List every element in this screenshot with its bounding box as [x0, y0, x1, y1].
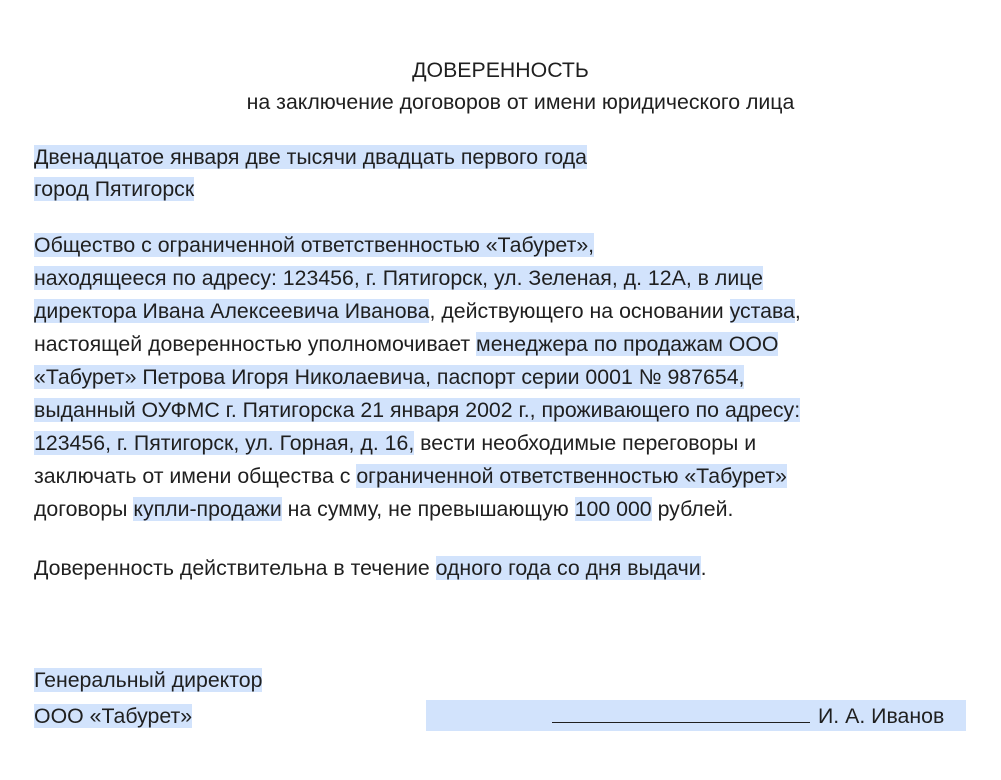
company-name-repeat: ограниченной ответственностью «Табурет»: [356, 464, 787, 488]
representative-position: менеджера по продажам ООО: [476, 332, 779, 356]
contract-type: купли-продажи: [133, 497, 282, 521]
body-text: , действующего на основании: [429, 299, 730, 323]
signatory-position-line: [34, 664, 262, 696]
validity-end: .: [700, 556, 707, 580]
company-address: находящееся по адресу: 123456, г. Пятигорск, ул. Зеленая, д. 12А, в лице: [34, 266, 764, 290]
body-line-4: [34, 328, 778, 360]
validity-period: одного года со дня выдачи: [435, 556, 701, 580]
basis-document: устава: [729, 299, 795, 323]
signature-block: [552, 700, 944, 732]
signatory-name: И. А. Иванов: [818, 704, 945, 728]
date-text: Двенадцатое января две тысячи двадцать первого года: [34, 145, 588, 169]
company-full-name: Общество с ограниченной ответственностью «Табурет»,: [34, 233, 595, 257]
body-line-2: [34, 262, 763, 294]
body-line-5: [34, 361, 744, 393]
validity-text: Доверенность действительна в течение: [34, 556, 436, 580]
city-line: [34, 173, 194, 205]
validity-line: [34, 552, 707, 584]
body-line-8: [34, 460, 787, 492]
signatory-company-line: [34, 700, 192, 732]
body-text: рублей.: [651, 497, 734, 521]
body-text: ,: [794, 299, 801, 323]
body-line-1: [34, 229, 594, 261]
contract-amount: 100 000: [574, 497, 652, 521]
body-text: вести необходимые переговоры и: [414, 431, 757, 455]
passport-issue-details: выданный ОУФМС г. Пятигорска 21 января 2002 г., проживающего по адресу:: [34, 398, 801, 422]
body-line-3: [34, 295, 801, 327]
body-line-9: [34, 493, 733, 525]
signature-line: [552, 700, 810, 723]
city-text: город Пятигорск: [34, 177, 195, 201]
body-text: договоры: [34, 497, 134, 521]
body-line-7: [34, 427, 756, 459]
signatory-position: Генеральный директор: [34, 668, 263, 692]
document-subtitle: на заключение договоров от имени юридического лица: [246, 90, 795, 114]
date-line: [34, 141, 587, 173]
body-text: настоящей доверенностью уполномочивает: [34, 332, 477, 356]
representative-address: 123456, г. Пятигорск, ул. Горная, д. 16,: [34, 431, 415, 455]
body-text: заключать от имени общества с: [34, 464, 357, 488]
document-title: ДОВЕРЕННОСТЬ: [412, 58, 589, 82]
director-name: директора Ивана Алексеевича Иванова: [34, 299, 430, 323]
body-text: на сумму, не превышающую: [281, 497, 575, 521]
body-line-6: [34, 394, 800, 426]
representative-details: «Табурет» Петрова Игоря Николаевича, паспорт серии 0001 № 987654,: [34, 365, 745, 389]
signatory-company: ООО «Табурет»: [34, 704, 193, 728]
